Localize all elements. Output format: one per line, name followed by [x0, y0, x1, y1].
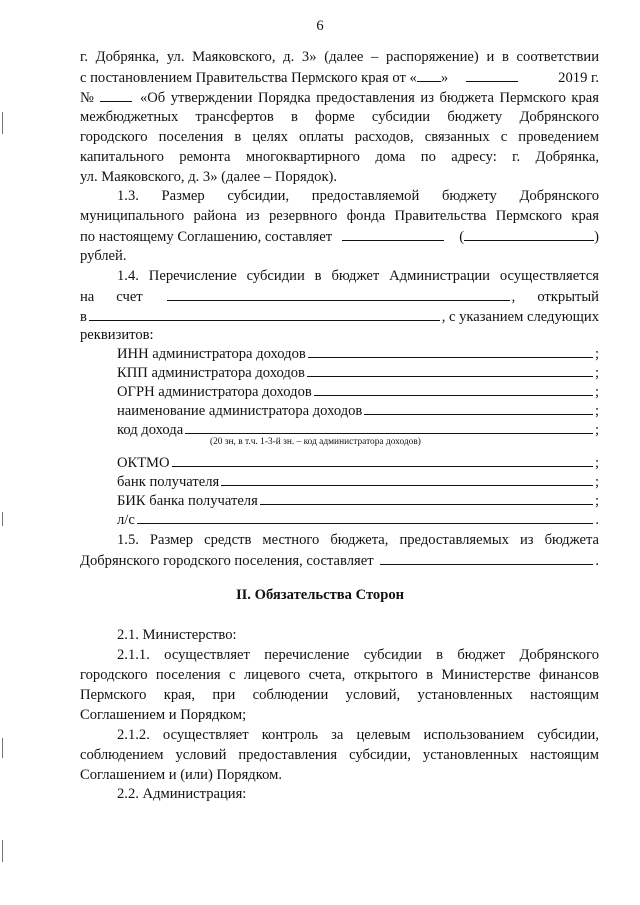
text-line: муниципального района из резервного фонда Правительства Пермского края: [80, 208, 599, 224]
text-fragment: в: [80, 309, 87, 325]
blank-line: [100, 87, 132, 102]
section-heading: II. Обязательства Сторон: [235, 587, 405, 603]
decree-number-line: [80, 87, 599, 107]
field-income-code: код дохода ;: [117, 419, 599, 439]
field-blank: [364, 400, 593, 415]
field-blank: [307, 362, 593, 377]
text-fragment: »: [440, 70, 449, 86]
field-label: л/с: [117, 512, 135, 528]
text-fragment: открытый: [537, 289, 599, 305]
field-personal-account: л/с .: [117, 509, 599, 529]
decree-reference-line: [80, 67, 599, 87]
income-code-note: (20 зн, в т.ч. 1-3-й зн. – код администратора доходов): [210, 437, 421, 447]
subsidy-amount-line: [80, 226, 599, 246]
text-line: 1.5. Размер средств местного бюджета, предоставляемых из бюджета: [117, 532, 599, 548]
scan-margin-mark: [2, 840, 3, 862]
text-line: городского поселения с лицевого счета, открытого в Министерстве финансов: [80, 667, 599, 683]
text-fragment: счет: [116, 289, 143, 305]
text-line: 1.4. Перечисление субсидии в бюджет Администрации осуществляется: [117, 268, 599, 284]
page-number: 6: [316, 18, 324, 34]
text-line: межбюджетных трансфертов в форме субсидии бюджету Добрянского: [80, 109, 599, 125]
text-line: 1.3. Размер субсидии, предоставляемой бюджету Добрянского: [117, 188, 599, 204]
field-label: КПП администратора доходов: [117, 365, 305, 381]
text-line: соблюдением условий предоставления субсидии, установленных настоящим: [80, 747, 599, 763]
blank-line: [417, 67, 441, 82]
text-fragment: «Об утверждении Порядка предоставления из бюджета Пермского края: [139, 90, 599, 106]
amount-blank: [380, 550, 594, 565]
text-line: капитального ремонта многоквартирного дома по адресу: г. Добрянка,: [80, 149, 599, 165]
scan-margin-mark: [2, 738, 3, 758]
text-fragment: на: [80, 289, 95, 305]
account-blank: [167, 286, 510, 301]
field-label: ОГРН администратора доходов: [117, 384, 312, 400]
text-line: городского поселения в целях оплаты расходов, связанных с проведением: [80, 129, 599, 145]
amount-blank: [342, 226, 444, 241]
field-ogrn: ОГРН администратора доходов ;: [117, 381, 599, 401]
account-line: [80, 286, 599, 306]
text-line: 2.1.2. осуществляет контроль за целевым использованием субсидии,: [117, 727, 599, 743]
text-fragment: ,: [511, 289, 516, 305]
scan-margin-mark: [2, 512, 3, 526]
text-fragment: по настоящему Соглашению, составляет: [80, 229, 333, 245]
text-line: рублей.: [80, 248, 127, 264]
text-fragment: , с указанием следующих: [441, 309, 599, 325]
field-blank: [172, 452, 593, 467]
field-label: банк получателя: [117, 474, 220, 490]
text-line: 2.1.1. осуществляет перечисление субсидии в бюджет Добрянского: [117, 647, 599, 663]
text-line: Пермского края, при соблюдении условий, установленных настоящим: [80, 687, 599, 703]
field-label: ИНН администратора доходов: [117, 346, 306, 362]
field-blank: [185, 419, 593, 434]
text-line: 2.1. Министерство:: [117, 627, 237, 643]
local-budget-line: Добрянского городского поселения, составляет .: [80, 550, 599, 570]
field-blank: [221, 471, 593, 486]
text-fragment: ): [594, 229, 599, 245]
field-admin-name: наименование администратора доходов ;: [117, 400, 599, 420]
field-blank: [314, 381, 593, 396]
scan-margin-mark: [2, 112, 3, 134]
field-label: наименование администратора доходов: [117, 403, 363, 419]
field-bik: БИК банка получателя ;: [117, 490, 599, 510]
text-fragment: 2019 г.: [558, 70, 599, 86]
text-line: Соглашением и (или) Порядком.: [80, 767, 282, 783]
amount-words-blank: [464, 226, 594, 241]
field-inn: ИНН администратора доходов ;: [117, 343, 599, 363]
field-kpp: КПП администратора доходов ;: [117, 362, 599, 382]
field-label: ОКТМО: [117, 455, 170, 471]
text-line: ул. Маяковского, д. 3» (далее – Порядок).: [80, 169, 338, 185]
text-fragment: Добрянского городского поселения, составляет: [80, 553, 374, 569]
field-label: код дохода: [117, 422, 184, 438]
blank-line: [466, 67, 518, 82]
text-line: 2.2. Администрация:: [117, 786, 247, 802]
field-recipient-bank: банк получателя ;: [117, 471, 599, 491]
text-fragment: с постановлением Правительства Пермского края от «: [80, 70, 417, 86]
field-blank: [308, 343, 593, 358]
text-line: Соглашением и Порядком;: [80, 707, 247, 723]
field-oktmo: ОКТМО ;: [117, 452, 599, 472]
bank-blank: [89, 306, 440, 321]
text-fragment: №: [80, 90, 94, 106]
text-line: реквизитов:: [80, 327, 154, 343]
bank-line: [80, 306, 599, 326]
field-blank: [137, 509, 594, 524]
field-blank: [260, 490, 593, 505]
field-label: БИК банка получателя: [117, 493, 258, 509]
text-fragment: (: [459, 229, 465, 245]
text-line: г. Добрянка, ул. Маяковского, д. 3» (далее – распоряжение) и в соответствии: [80, 49, 599, 65]
